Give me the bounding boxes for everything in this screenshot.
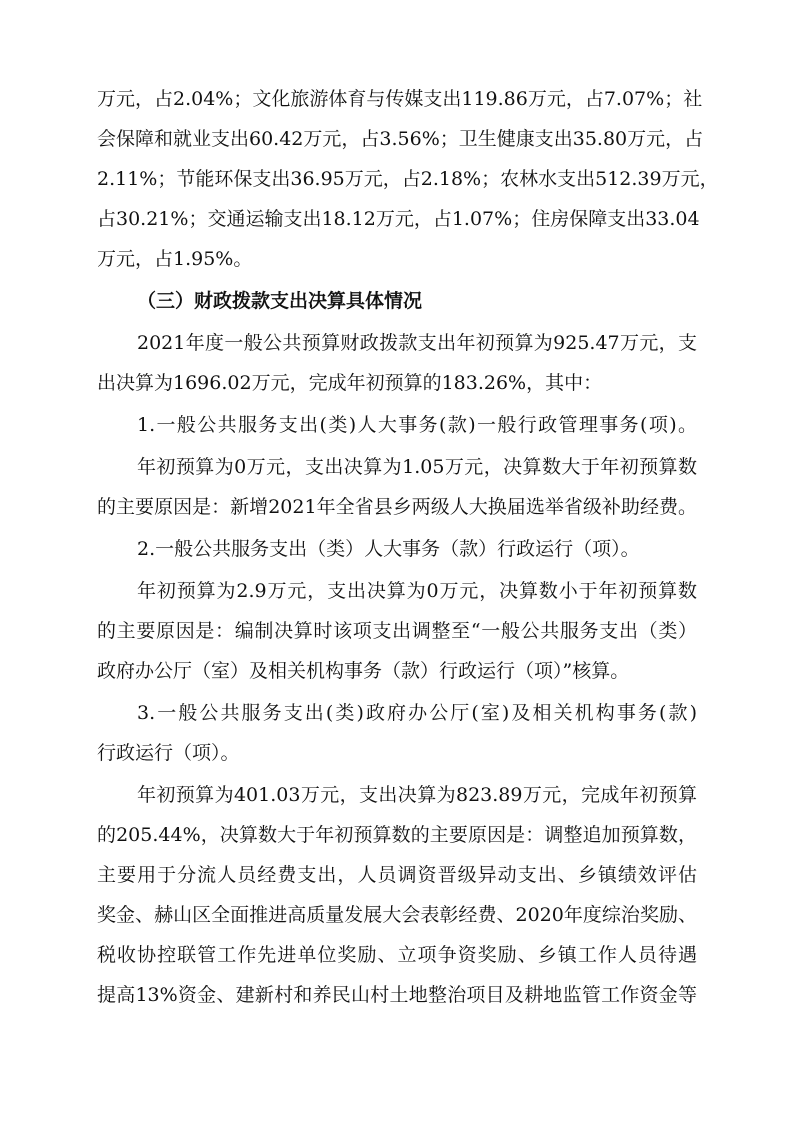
line-text: 的主要原因是：编制决算时该项支出调整至“一般公共服务支出（类） bbox=[97, 620, 697, 642]
paragraph-line bbox=[0, 572, 794, 610]
paragraph-line bbox=[0, 776, 794, 814]
item-title bbox=[0, 694, 794, 732]
line-text: 年初预算为2.9万元，支出决算为0万元，决算数小于年初预算数 bbox=[137, 580, 697, 602]
line-text: 年初预算为0万元，支出决算为1.05万元，决算数大于年初预算数 bbox=[137, 456, 697, 478]
line-text: 3.一般公共服务支出(类)政府办公厅(室)及相关机构事务(款) bbox=[137, 702, 697, 724]
line-text: 提高13%资金、建新村和养民山村土地整治项目及耕地监管工作资金等 bbox=[97, 984, 697, 1006]
line-text: 行政运行（项）。 bbox=[97, 742, 240, 764]
paragraph-line bbox=[0, 364, 794, 402]
paragraph-line bbox=[0, 856, 794, 894]
line-text: 奖金、赫山区全面推进高质量发展大会表彰经费、2020年度综治奖励、 bbox=[97, 904, 697, 926]
paragraph-line bbox=[0, 120, 794, 158]
paragraph-line bbox=[0, 240, 794, 278]
paragraph-line bbox=[0, 976, 794, 1014]
paragraph-line bbox=[0, 160, 794, 198]
line-text: 会保障和就业支出60.42万元，占3.56%；卫生健康支出35.80万元，占 bbox=[97, 128, 704, 150]
line-text: 占30.21%；交通运输支出18.12万元，占1.07%；住房保障支出33.04 bbox=[97, 208, 700, 230]
paragraph-line bbox=[0, 200, 794, 238]
paragraph-line bbox=[0, 652, 794, 690]
paragraph-line bbox=[0, 448, 794, 486]
line-text: 年初预算为401.03万元，支出决算为823.89万元，完成年初预算 bbox=[137, 784, 697, 806]
item-title bbox=[0, 406, 794, 444]
line-text: 万元，占2.04%；文化旅游体育与传媒支出119.86万元，占7.07%；社 bbox=[97, 88, 703, 110]
paragraph-line bbox=[0, 488, 794, 526]
line-text: 的主要原因是：新增2021年全省县乡两级人大换届选举省级补助经费。 bbox=[97, 496, 697, 518]
section-heading bbox=[0, 282, 794, 320]
paragraph-line bbox=[0, 816, 794, 854]
heading-text: （三）财政拨款支出决算具体情况 bbox=[137, 290, 423, 312]
item-title bbox=[0, 530, 794, 568]
line-text: 政府办公厅（室）及相关机构事务（款）行政运行（项）”核算。 bbox=[97, 660, 630, 682]
line-text: 主要用于分流人员经费支出，人员调资晋级异动支出、乡镇绩效评估 bbox=[97, 864, 697, 886]
line-text: 万元，占1.95%。 bbox=[97, 248, 253, 270]
paragraph-line bbox=[0, 324, 794, 362]
paragraph-line bbox=[0, 80, 794, 118]
line-text: 2.一般公共服务支出（类）人大事务（款）行政运行（项）。 bbox=[137, 538, 640, 560]
paragraph-line bbox=[0, 936, 794, 974]
line-text: 的205.44%，决算数大于年初预算数的主要原因是：调整追加预算数， bbox=[97, 824, 697, 846]
line-text: 出决算为1696.02万元，完成年初预算的183.26%，其中： bbox=[97, 372, 603, 394]
item-title bbox=[0, 734, 794, 772]
line-text: 2.11%；节能环保支出36.95万元，占2.18%；农林水支出512.39万元， bbox=[97, 168, 719, 190]
paragraph-line bbox=[0, 612, 794, 650]
line-text: 1.一般公共服务支出(类)人大事务(款)一般行政管理事务(项)。 bbox=[137, 414, 697, 436]
paragraph-line bbox=[0, 896, 794, 934]
line-text: 税收协控联管工作先进单位奖励、立项争资奖励、乡镇工作人员待遇 bbox=[97, 944, 697, 966]
line-text: 2021年度一般公共预算财政拨款支出年初预算为925.47万元，支 bbox=[137, 332, 697, 354]
